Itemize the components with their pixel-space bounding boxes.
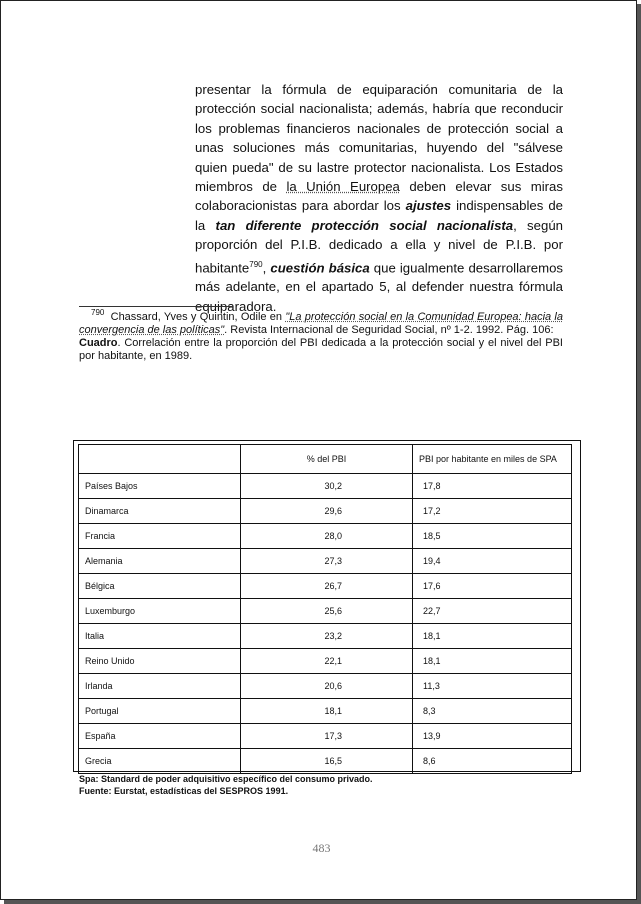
tan-diferente-emphasis: tan diferente protección social nacionalista	[215, 217, 514, 233]
country-cell: Reino Unido	[79, 649, 241, 674]
table-row	[79, 524, 572, 549]
table-header-row	[79, 445, 572, 474]
table-row	[79, 599, 572, 624]
country-cell: Bélgica	[79, 574, 241, 599]
pct-cell: 18,1	[241, 699, 413, 724]
country-cell: Alemania	[79, 549, 241, 574]
pbi-cell: 19,4	[413, 549, 572, 574]
footnote-reference: 790	[249, 259, 263, 269]
pbi-cell: 17,8	[413, 474, 572, 499]
country-cell: Irlanda	[79, 674, 241, 699]
pbi-cell: 18,1	[413, 624, 572, 649]
cuadro-caption: . Correlación entre la proporción del PBI dedicada a la protección social y el nivel del PBI por habitante, en 1989.	[79, 337, 563, 362]
body-paragraph	[195, 80, 563, 316]
pct-cell: 25,6	[241, 599, 413, 624]
pbi-cell: 11,3	[413, 674, 572, 699]
header-pct-pbi: % del PBI	[241, 445, 413, 474]
pbi-cell: 18,1	[413, 649, 572, 674]
table-row	[79, 474, 572, 499]
pbi-cell: 8,3	[413, 699, 572, 724]
pbi-cell: 17,6	[413, 574, 572, 599]
source-note: Fuente: Eurstat, estadísticas del SESPROS 1991.	[79, 786, 289, 796]
table-row	[79, 549, 572, 574]
country-cell: Luxemburgo	[79, 599, 241, 624]
footnote-title: "La protección social en la Comunidad Europea: hacia la convergencia de las políticas"	[79, 311, 563, 336]
country-cell: Francia	[79, 524, 241, 549]
pct-cell: 17,3	[241, 724, 413, 749]
body-text-part-1: presentar la fórmula de equiparación comunitaria de la protección social nacionalista; además, habría que reconducir los problemas financieros nacionales de protección social a unas soluciones más comunitarias, huyendo del "sálvese quien pueda" de su lastre protector nacionalista. Los Estados miembros de	[195, 82, 563, 195]
pct-cell: 29,6	[241, 499, 413, 524]
table-row	[79, 699, 572, 724]
footnote-authors: Chassard, Yves y Quintin, Odile en	[107, 311, 286, 323]
table-row	[79, 674, 572, 699]
table-row	[79, 574, 572, 599]
table-notes	[79, 773, 373, 797]
pbi-cell: 17,2	[413, 499, 572, 524]
pbi-cell: 13,9	[413, 724, 572, 749]
header-country	[79, 445, 241, 474]
union-europea-text: la Unión Europea	[286, 179, 400, 195]
pct-cell: 28,0	[241, 524, 413, 549]
footnote-citation: . Revista Internacional de Seguridad Social, nº 1-2. 1992. Pág. 106:	[224, 324, 554, 336]
country-cell: España	[79, 724, 241, 749]
pct-cell: 23,2	[241, 624, 413, 649]
pct-cell: 30,2	[241, 474, 413, 499]
data-table	[78, 444, 572, 774]
pct-cell: 26,7	[241, 574, 413, 599]
country-cell: Portugal	[79, 699, 241, 724]
table-row	[79, 624, 572, 649]
cuestion-basica-emphasis: cuestión básica	[270, 260, 370, 276]
country-cell: Italia	[79, 624, 241, 649]
footnote	[79, 308, 563, 363]
country-cell: Grecia	[79, 749, 241, 774]
pbi-cell: 18,5	[413, 524, 572, 549]
footnote-separator	[79, 306, 233, 307]
pbi-cell: 22,7	[413, 599, 572, 624]
pct-cell: 20,6	[241, 674, 413, 699]
page-number: 483	[312, 841, 331, 855]
spa-note: Spa: Standard de poder adquisitivo específico del consumo privado.	[79, 774, 373, 784]
pct-cell: 16,5	[241, 749, 413, 774]
pct-cell: 22,1	[241, 649, 413, 674]
cuadro-label: Cuadro	[79, 337, 118, 349]
body-text-part-4: , según proporción del P.I.B. dedicado a ella y nivel de P.I.B. por habitante	[195, 217, 563, 276]
body-text-part-3: indispensables de la	[195, 198, 563, 233]
footnote-number: 790	[91, 308, 105, 318]
table-row	[79, 499, 572, 524]
header-pbi-per-capita: PBI por habitante en miles de SPA	[413, 445, 572, 474]
pct-cell: 27,3	[241, 549, 413, 574]
body-text-part-2: deben elevar sus miras colaboracionistas para abordar los	[195, 179, 563, 214]
table-row	[79, 749, 572, 774]
pbi-cell: 8,6	[413, 749, 572, 774]
body-text-part-5: ,	[262, 260, 271, 276]
ajustes-emphasis: ajustes	[405, 198, 452, 214]
body-text-part-6: que igualmente desarrollaremos más adelante, en el apartado 5, al defender nuestra fórmula equiparadora.	[195, 260, 563, 314]
country-cell: Países Bajos	[79, 474, 241, 499]
country-cell: Dinamarca	[79, 499, 241, 524]
table-row	[79, 724, 572, 749]
table-row	[79, 649, 572, 674]
